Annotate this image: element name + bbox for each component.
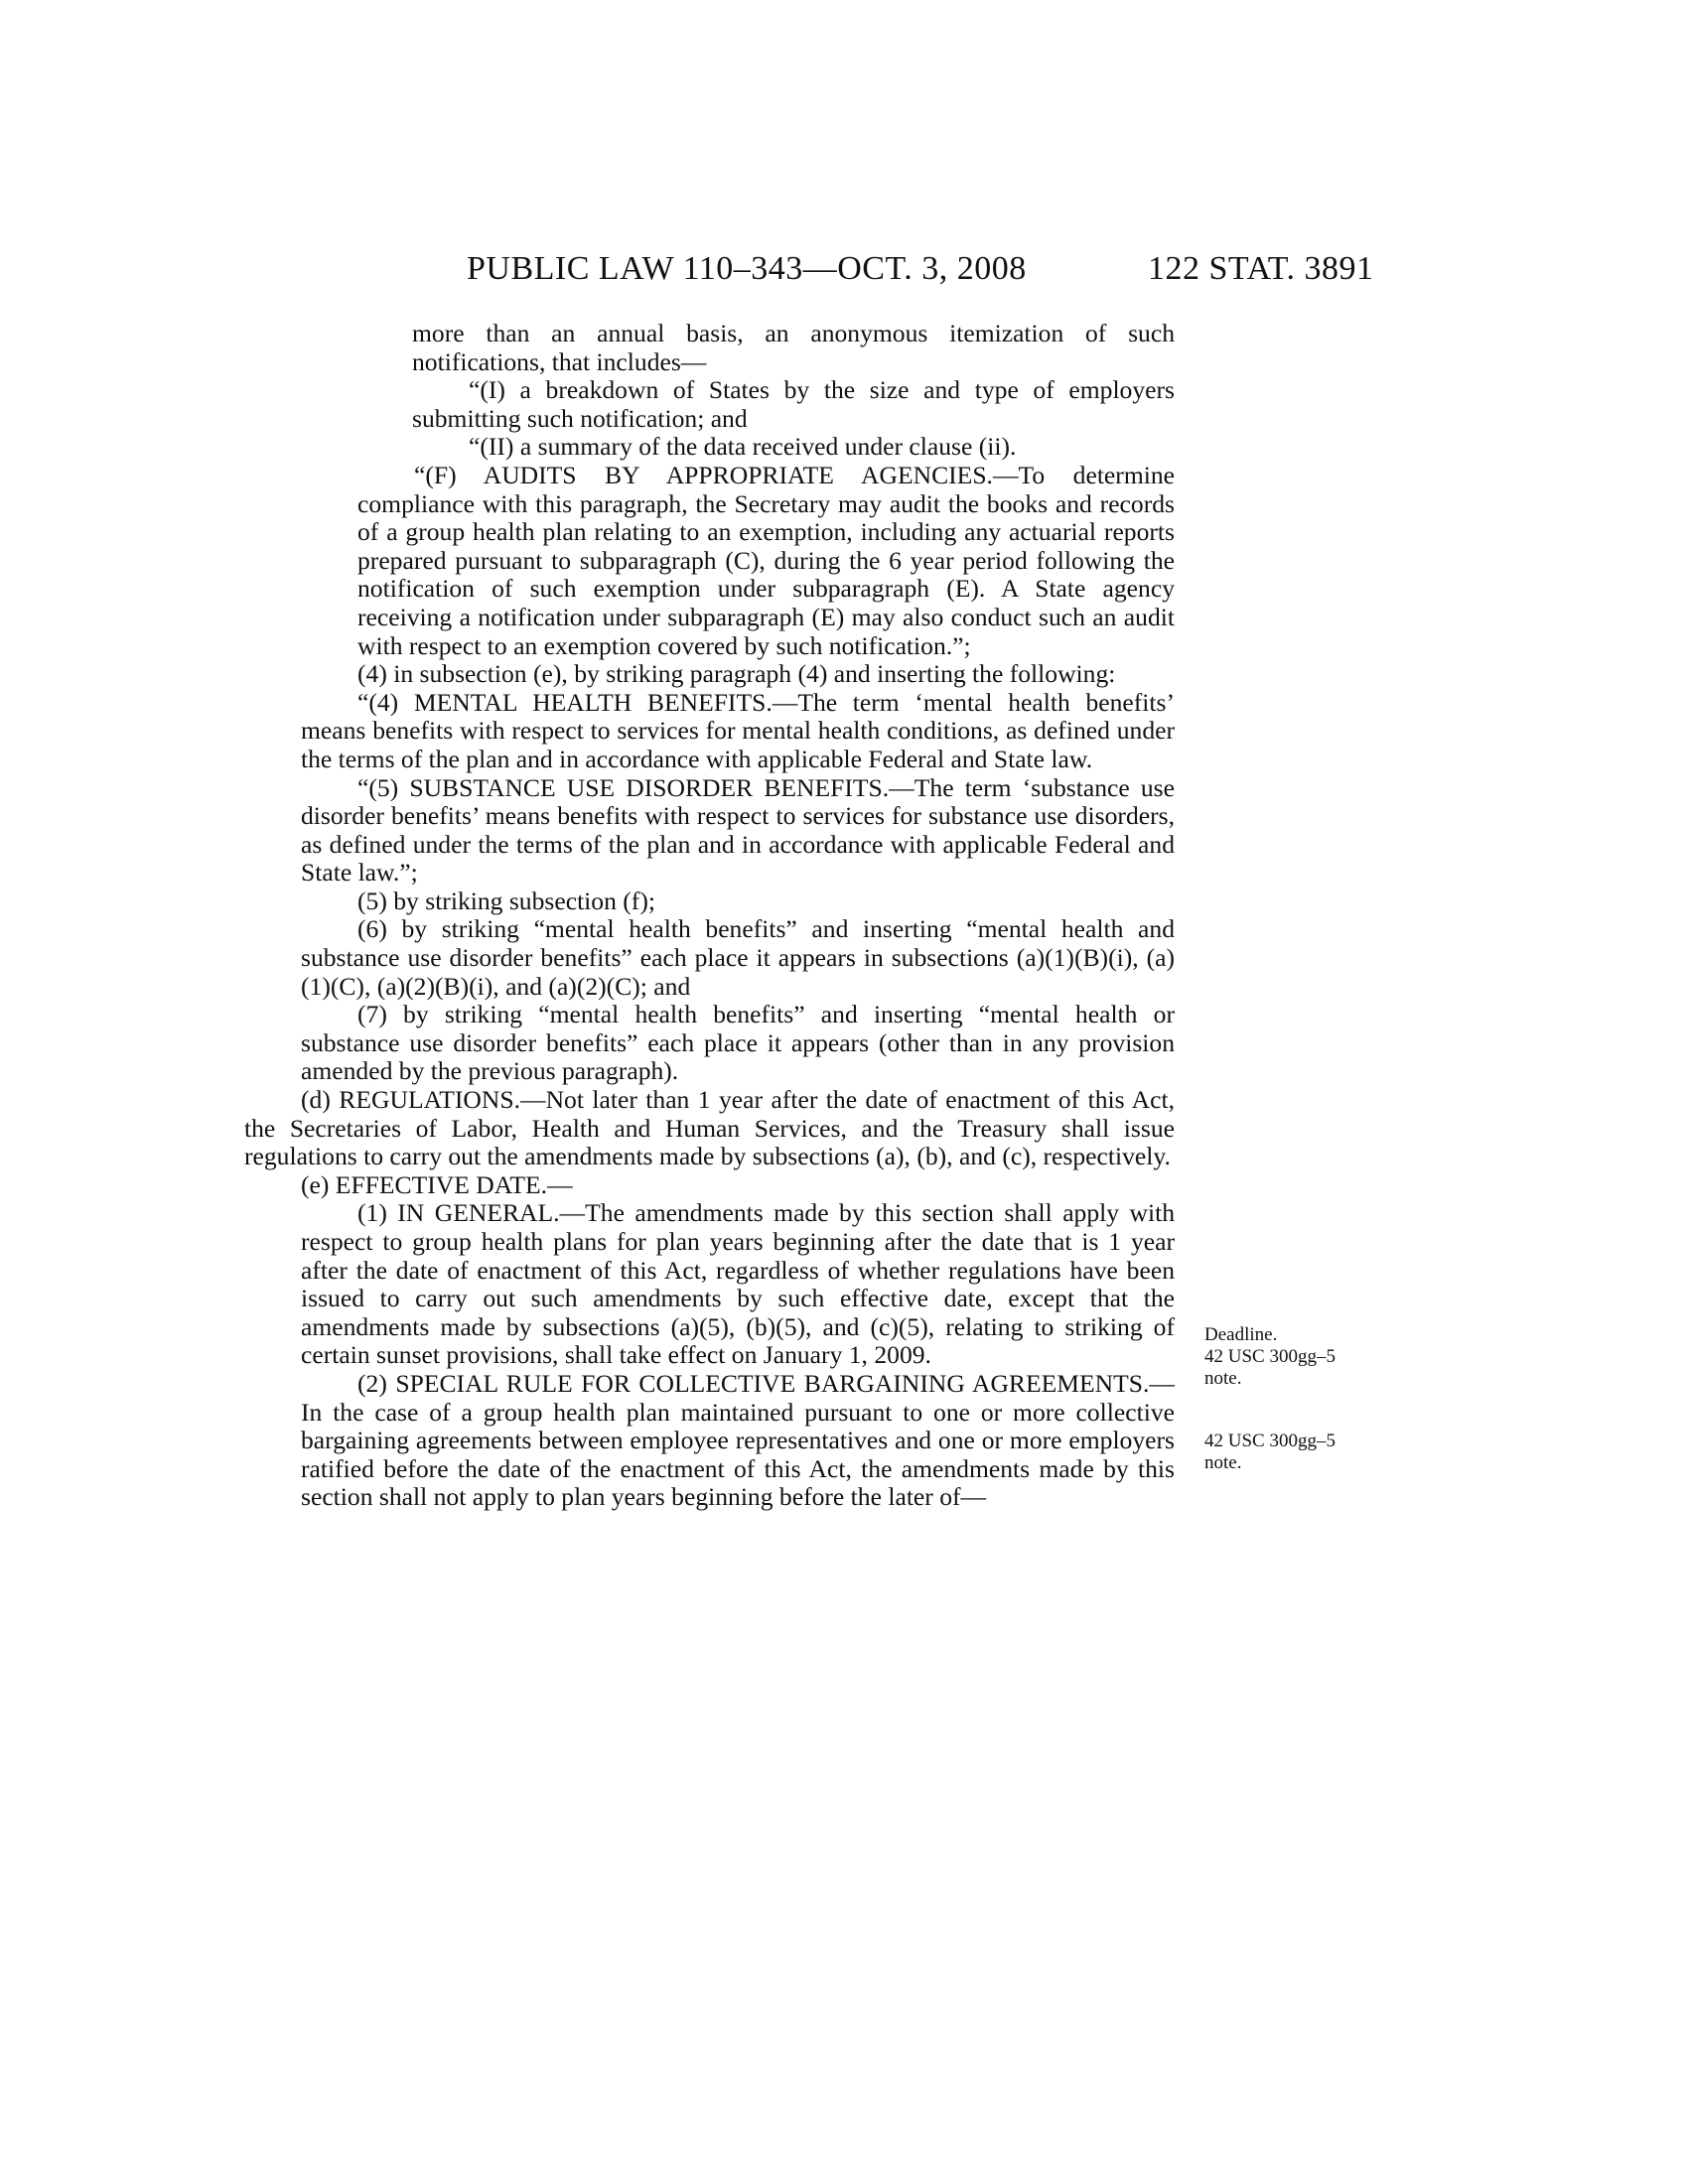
item-4: (4) in subsection (e), by striking paragraph (4) and inserting the following: bbox=[357, 659, 1116, 689]
subsection-d-regulations: (d) REGULATIONS.—Not later than 1 year after the date of enactment of this Act, the Secretaries of Labor, Health and Human Services, and the Treasury shall issue regulations to carry out the amendments made by subsections (a), (b), and (c), respectively. bbox=[244, 1085, 1175, 1171]
subparagraph-F: “(F) AUDITS BY APPROPRIATE AGENCIES.—To determine compliance with this paragraph, the Secretary may audit the books and records of a group health plan relating to an exemption, including any actuarial reports prepared pursuant to subparagraph (C), during the 6 year period following the notification of such exemption under subparagraph (E). A State agency receiving a notification under subparagraph (E) may also conduct such an audit with respect to an exemption covered by such notification.”; bbox=[357, 460, 1175, 660]
definition-mental-health: “(4) MENTAL HEALTH BENEFITS.—The term ‘mental health benefits’ means benefits with respect to services for mental health conditions, as defined under the terms of the plan and in accordance with applicable Federal and State law. bbox=[301, 687, 1175, 773]
clause-II: “(II) a summary of the data received under clause (ii). bbox=[469, 432, 1017, 462]
margin-note-line: Deadline. bbox=[1204, 1324, 1278, 1345]
running-header-left: PUBLIC LAW 110–343—OCT. 3, 2008 bbox=[467, 250, 1027, 287]
clause-I: “(I) a breakdown of States by the size and type of employers submitting such notification; and bbox=[412, 375, 1175, 433]
subsection-e-effective-date: (e) EFFECTIVE DATE.— bbox=[301, 1169, 573, 1199]
item-7: (7) by striking “mental health benefits” and inserting “mental health or substance use disorder benefits” each place it appears (other than in any provision amended by the previous paragraph). bbox=[301, 1000, 1175, 1086]
margin-note-line: 42 USC 300gg–5 bbox=[1204, 1431, 1336, 1451]
margin-note-line: note. bbox=[1204, 1452, 1242, 1473]
margin-note-line: note. bbox=[1204, 1368, 1242, 1389]
margin-note-deadline bbox=[1204, 1324, 1336, 1390]
paragraph-1-in-general: (1) IN GENERAL.—The amendments made by this section shall apply with respect to group health plans for plan years beginning after the date that is 1 year after the date of enactment of this Act, regardless of whether regulations have been issued to carry out such amendments by such effective date, except that the amendments made by subsections (a)(5), (b)(5), and (c)(5), relating to striking of certain sunset provisions, shall take effect on January 1, 2009. bbox=[301, 1198, 1175, 1370]
margin-note-line: 42 USC 300gg–5 bbox=[1204, 1346, 1336, 1367]
margin-note-usc bbox=[1204, 1431, 1336, 1474]
item-6: (6) by striking “mental health benefits” and inserting “mental health and substance use disorder benefits” each place it appears in subsections (a)(1)(B)(i), (a)(1)(C), (a)(2)(B)(i), and (a)(2)(C); and bbox=[301, 914, 1175, 1001]
item-5: (5) by striking subsection (f); bbox=[357, 886, 655, 915]
definition-substance-use: “(5) SUBSTANCE USE DISORDER BENEFITS.—The term ‘substance use disorder benefits’ means benefits with respect to services for substance use disorders, as defined under the terms of the plan and in accordance with applicable Federal and State law.”; bbox=[301, 772, 1175, 887]
statute-body bbox=[244, 319, 1175, 1512]
page-number: 122 STAT. 3891 bbox=[1148, 250, 1374, 287]
paragraph-continuation: more than an annual basis, an anonymous itemization of such notifications, that includes— bbox=[412, 319, 1175, 376]
paragraph-2-special-rule: (2) SPECIAL RULE FOR COLLECTIVE BARGAINING AGREEMENTS.—In the case of a group health plan maintained pursuant to one or more collective bargaining agreements between employee representatives and one or more employers ratified before the date of the enactment of this Act, the amendments made by this section shall not apply to plan years beginning before the later of— bbox=[301, 1368, 1175, 1512]
